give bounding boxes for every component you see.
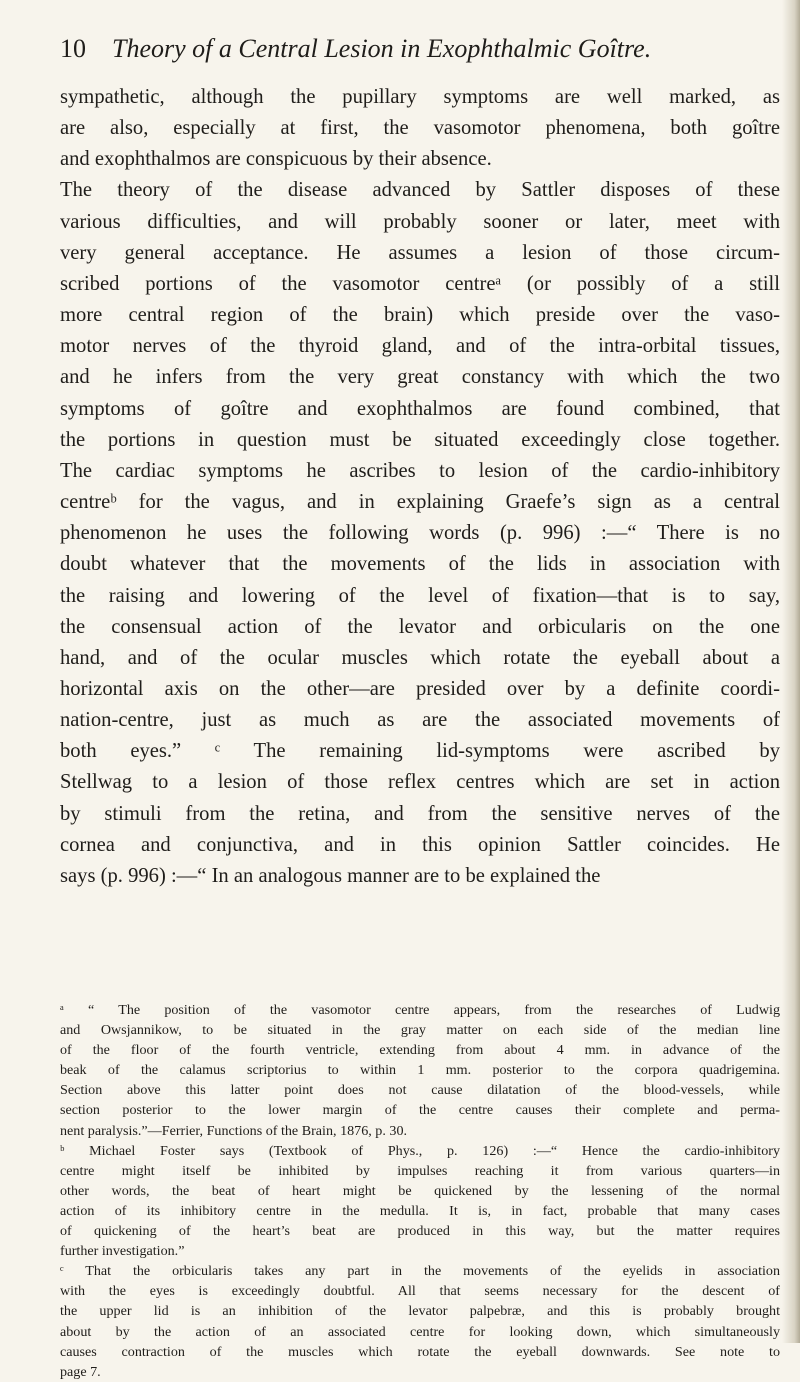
body-line: the portions in question must be situated exceedingly close together. [60, 428, 780, 451]
footnote-line: beak of the calamus scriptorius to within 1 mm. posterior to the corpora quadrigemina. [60, 1062, 780, 1079]
body-line: more central region of the brain) which preside over the vaso- [60, 304, 780, 327]
footnote-line: page 7. [60, 1363, 101, 1380]
running-header [60, 34, 760, 68]
body-line: nation-centre, just as much as are the associated movements of [60, 709, 780, 732]
body-line: symptoms of goître and exophthalmos are found combined, that [60, 397, 780, 420]
body-line: hand, and of the ocular muscles which rotate the eyeball about a [60, 646, 780, 669]
footnote-line: ᵃ “ The position of the vasomotor centre appears, from the researches of Ludwig [60, 1002, 780, 1018]
body-line: Stellwag to a lesion of those reflex centres which are set in action [60, 771, 780, 794]
body-text [60, 82, 780, 892]
footnote-line: of the floor of the fourth ventricle, extending from about 4 mm. in advance of the [60, 1042, 780, 1059]
body-line: says (p. 996) :—“ In an analogous manner are to be explained the [60, 864, 601, 887]
body-line: motor nerves of the thyroid gland, and of the intra-orbital tissues, [60, 335, 780, 358]
footnote-line: further investigation.” [60, 1243, 185, 1260]
body-line: centreᵇ for the vagus, and in explaining Graefe’s sign as a central [60, 491, 780, 514]
footnote-line: causes contraction of the muscles which rotate the eyeball downwards. See note to [60, 1343, 780, 1360]
page-number: 10 [60, 34, 86, 63]
footnote-line: of quickening of the heart’s beat are produced in this way, but the matter requires [60, 1223, 780, 1240]
body-line: the consensual action of the levator and orbicularis on the one [60, 615, 780, 638]
body-line: cornea and conjunctiva, and in this opinion Sattler coincides. He [60, 833, 780, 856]
footnote-line: centre might itself be inhibited by impulses reaching it from various quarters—in [60, 1162, 780, 1179]
footnote-line: about by the action of an associated centre for looking down, which simultaneously [60, 1323, 780, 1340]
body-line: scribed portions of the vasomotor centreᵃ (or possibly of a still [60, 272, 780, 295]
body-line: the raising and lowering of the level of fixation—that is to say, [60, 584, 780, 607]
footnote-line: with the eyes is exceedingly doubtful. All that seems necessary for the descent of [60, 1283, 780, 1300]
footnote-line: other words, the beat of heart might be quickened by the lessening of the normal [60, 1182, 780, 1199]
body-line: are also, especially at first, the vasomotor phenomena, both goître [60, 117, 780, 140]
footnote-line: and Owsjannikow, to be situated in the gray matter on each side of the median line [60, 1022, 780, 1039]
footnote-line: Section above this latter point does not cause dilatation of the blood-vessels, while [60, 1082, 780, 1099]
body-line: The theory of the disease advanced by Sattler disposes of these [60, 179, 780, 202]
body-line: doubt whatever that the movements of the lids in association with [60, 553, 780, 576]
body-line: and exophthalmos are conspicuous by their absence. [60, 148, 492, 171]
body-line: The cardiac symptoms he ascribes to lesion of the cardio-inhibitory [60, 459, 780, 482]
page-edge-shadow [782, 0, 800, 1343]
body-line: both eyes.” ᶜ The remaining lid-symptoms were ascribed by [60, 740, 780, 763]
footnote-line: section posterior to the lower margin of the centre causes their complete and perma- [60, 1102, 780, 1119]
footnotes [60, 1000, 780, 1382]
body-line: very general acceptance. He assumes a lesion of those circum- [60, 241, 780, 264]
body-line: sympathetic, although the pupillary symptoms are well marked, as [60, 86, 780, 108]
body-line: by stimuli from the retina, and from the sensitive nerves of the [60, 802, 780, 825]
footnote-line: ᵇ Michael Foster says (Textbook of Phys., p. 126) :—“ Hence the cardio-inhibitory [60, 1142, 780, 1159]
body-line: and he infers from the very great constancy with which the two [60, 366, 780, 389]
body-line: phenomenon he uses the following words (p. 996) :—“ There is no [60, 522, 780, 545]
body-line: horizontal axis on the other—are presided over by a definite coordi- [60, 677, 780, 700]
footnote-line: nent paralysis.”—Ferrier, Functions of the Brain, 1876, p. 30. [60, 1122, 408, 1139]
footnote-line: action of its inhibitory centre in the medulla. It is, in fact, probable that many cases [60, 1202, 780, 1219]
running-title: Theory of a Central Lesion in Exophthalmic Goître. [112, 34, 652, 63]
body-line: various difficulties, and will probably sooner or later, meet with [60, 210, 780, 233]
footnote-line: ᶜ That the orbicularis takes any part in the movements of the eyelids in association [60, 1263, 780, 1280]
footnote-line: the upper lid is an inhibition of the levator palpebræ, and this is probably brought [60, 1303, 780, 1320]
